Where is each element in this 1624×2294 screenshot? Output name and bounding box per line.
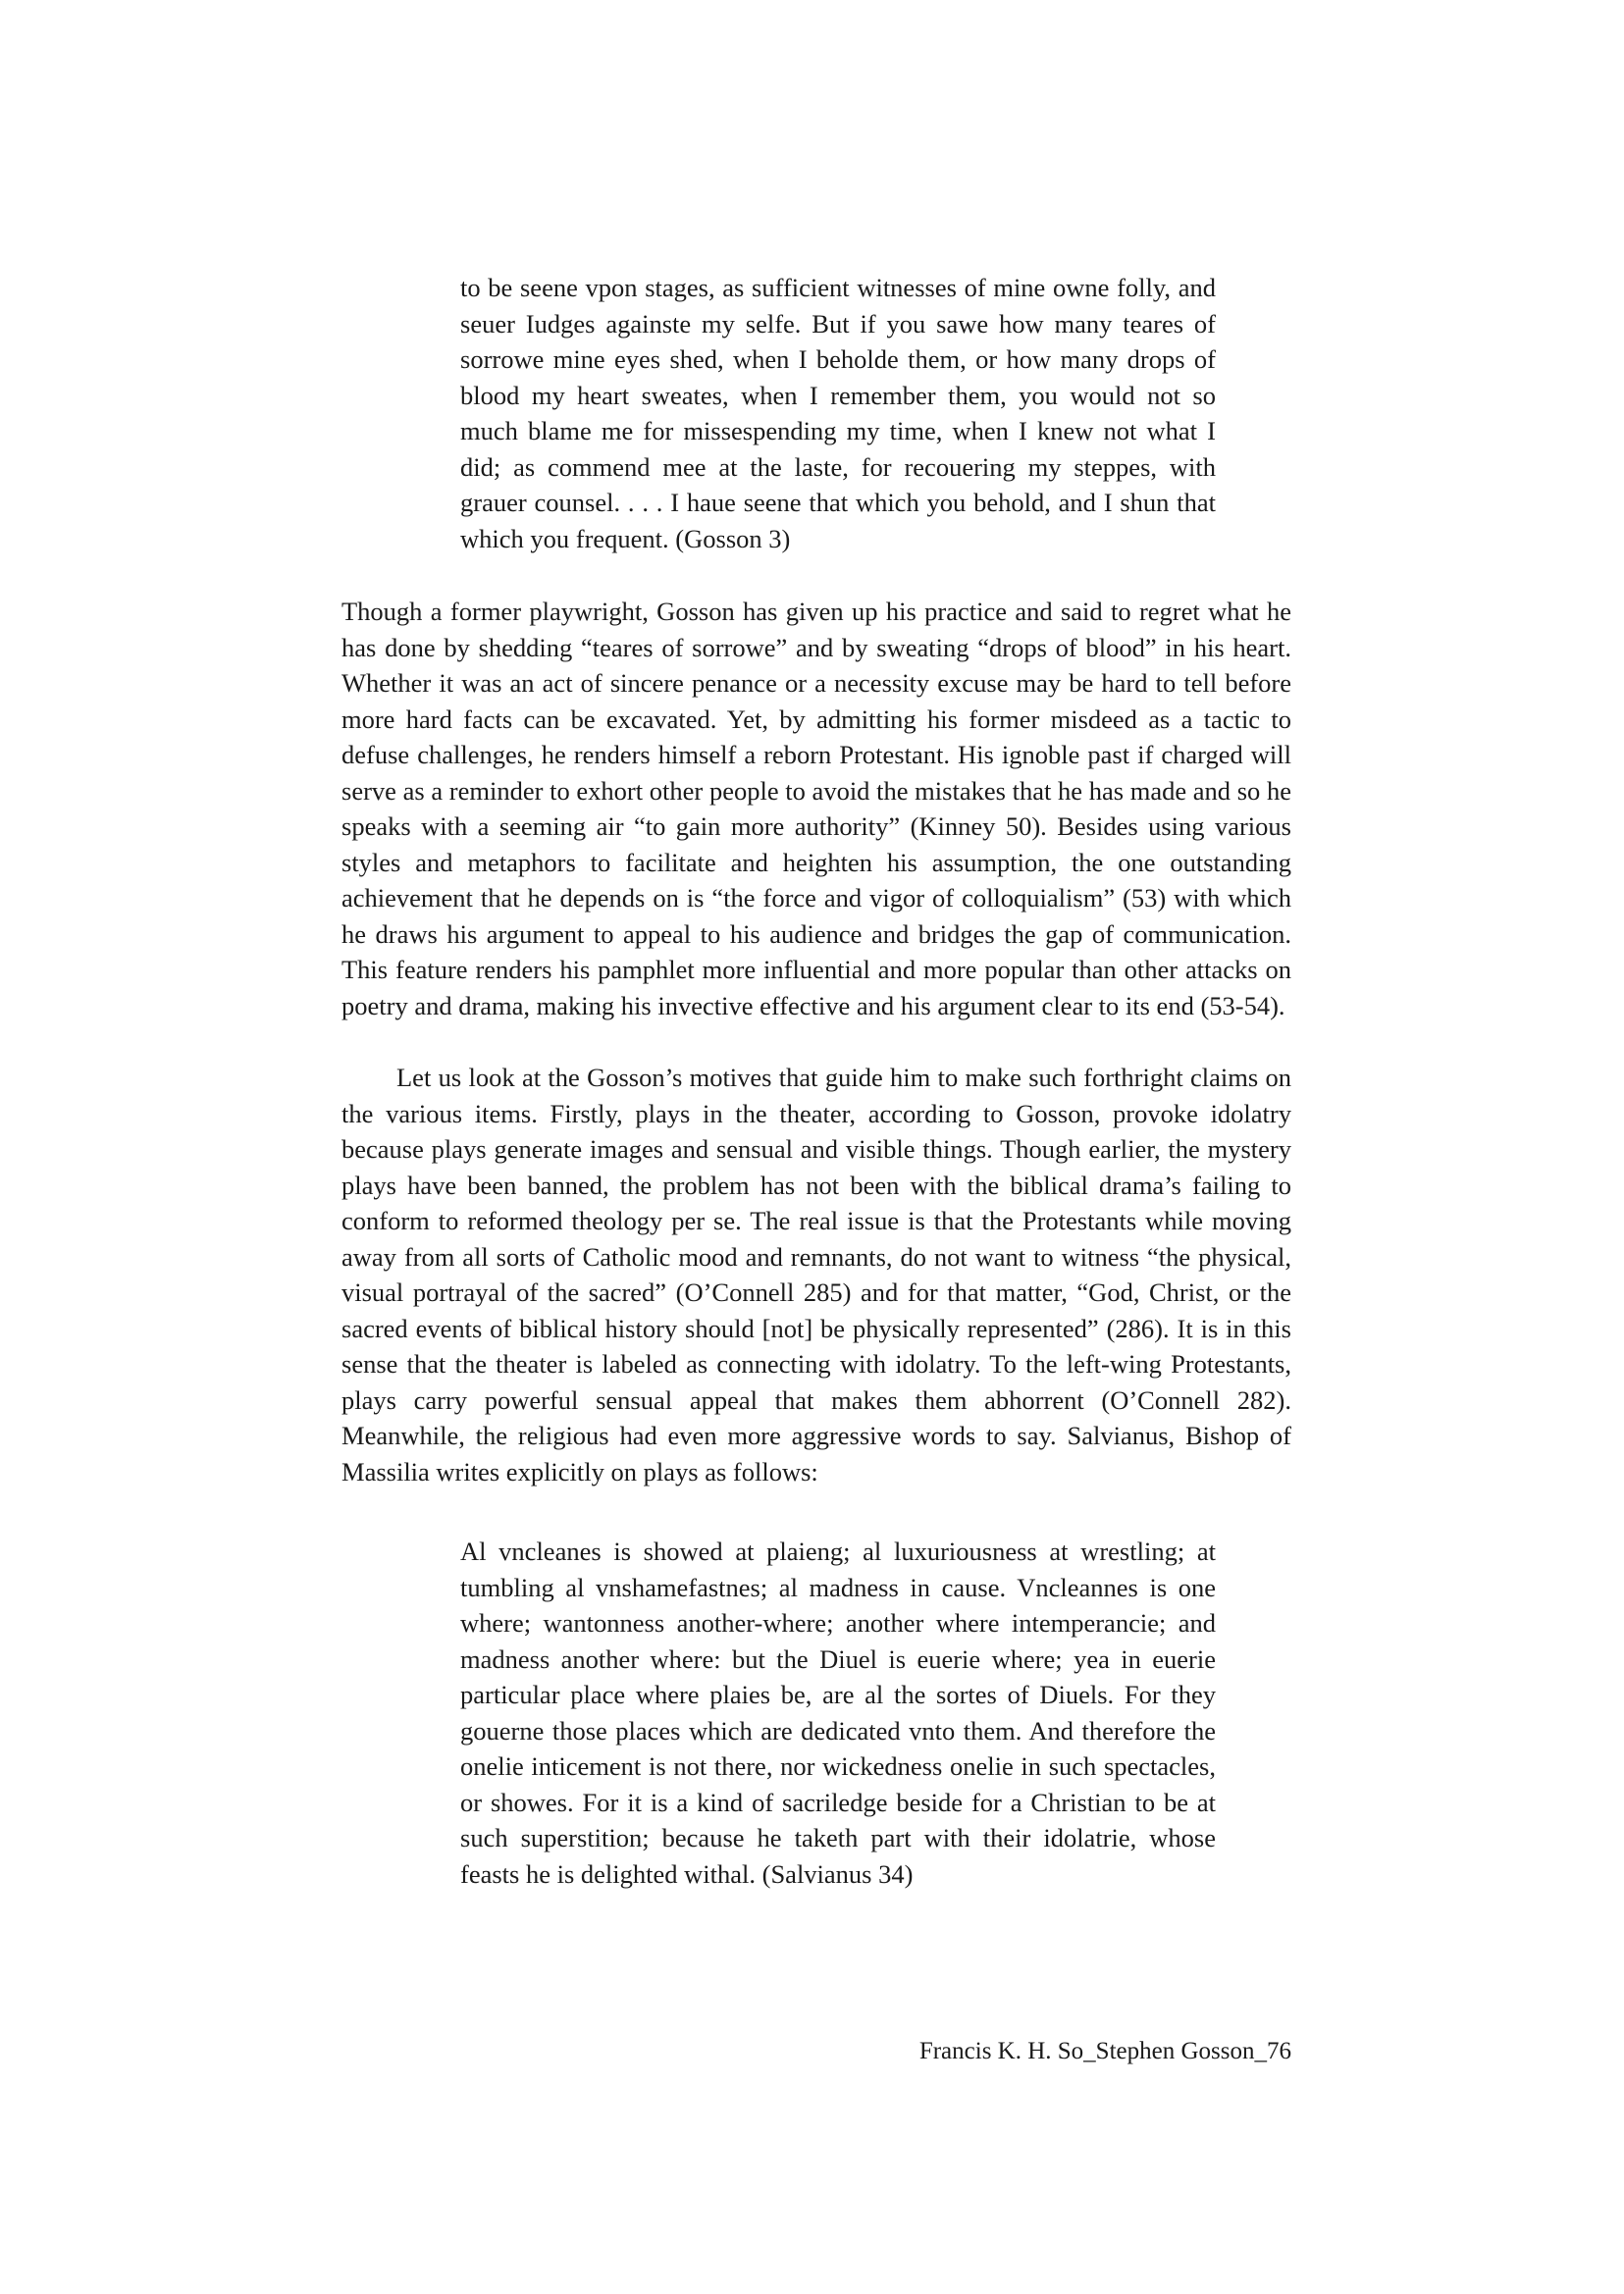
block-quote-gosson: to be seene vpon stages, as sufficient witnesses of mine owne folly, and seuer Iudges againste my selfe. But if you sawe how many teares of sorrowe mine eyes shed, when I beholde them, or how many drops of blood my heart sweates, when I remember them, you would not so much blame me for missespending my time, when I knew not what I did; as commend mee at the laste, for recouering my steppes, with grauer counsel. . . . I haue seene that which you behold, and I shun that which you frequent. (Gosson 3): [460, 273, 1216, 553]
page-footer: Francis K. H. So_Stephen Gosson_76: [918, 2038, 1291, 2064]
body-paragraph-2: Let us look at the Gosson’s motives that guide him to make such forthright claims on the various items. Firstly, plays in the theater, according to Gosson, provoke idolatry because plays generate images and sensual and visible things. Though earlier, the mystery plays have been banned, the problem has not been with the biblical drama’s failing to conform to reformed theology per se. The real issue is that the Protestants while moving away from all sorts of Catholic mood and remnants, do not want to witness “the physical, visual portrayal of the sacred” (O’Connell 285) and for that matter, “God, Christ, or the sacred events of biblical history should [not] be physically represented” (286). It is in this sense that the theater is labeled as connecting with idolatry. To the left-wing Protestants, plays carry powerful sensual appeal that makes them abhorrent (O’Connell 282). Meanwhile, the religious had even more aggressive words to say. Salvianus, Bishop of Massilia writes explicitly on plays as follows:: [341, 1063, 1291, 1486]
block-quote-salvianus: Al vncleanes is showed at plaieng; al luxuriousness at wrestling; at tumbling al vnshamefastnes; al madness in cause. Vncleannes is one where; wantonness another-where; another where intemperancie; and madness another where: but the Diuel is euerie where; yea in euerie particular place where plaies be, are al the sortes of Diuels. For they gouerne those places which are dedicated vnto them. And therefore the onelie inticement is not there, nor wickedness onelie in such spectacles, or showes. For it is a kind of sacriledge beside for a Christian to be at such superstition; because he taketh part with their idolatrie, whose feasts he is delighted withal. (Salvianus 34): [460, 1537, 1216, 1889]
body-paragraph-1: Though a former playwright, Gosson has given up his practice and said to regret what he has done by shedding “teares of sorrowe” and by sweating “drops of blood” in his heart. Whether it was an act of sincere penance or a necessity excuse may be hard to tell before more hard facts can be excavated. Yet, by admitting his former misdeed as a tactic to defuse challenges, he renders himself a reborn Protestant. His ignoble past if charged will serve as a reminder to exhort other people to avoid the mistakes that he has made and so he speaks with a seeming air “to gain more authority” (Kinney 50). Besides using various styles and metaphors to facilitate and heighten his assumption, the one outstanding achievement that he depends on is “the force and vigor of colloquialism” (53) with which he draws his argument to appeal to his audience and bridges the gap of communication. This feature renders his pamphlet more influential and more popular than other attacks on poetry and drama, making his invective effective and his argument clear to its end (53-54).: [341, 597, 1291, 1020]
